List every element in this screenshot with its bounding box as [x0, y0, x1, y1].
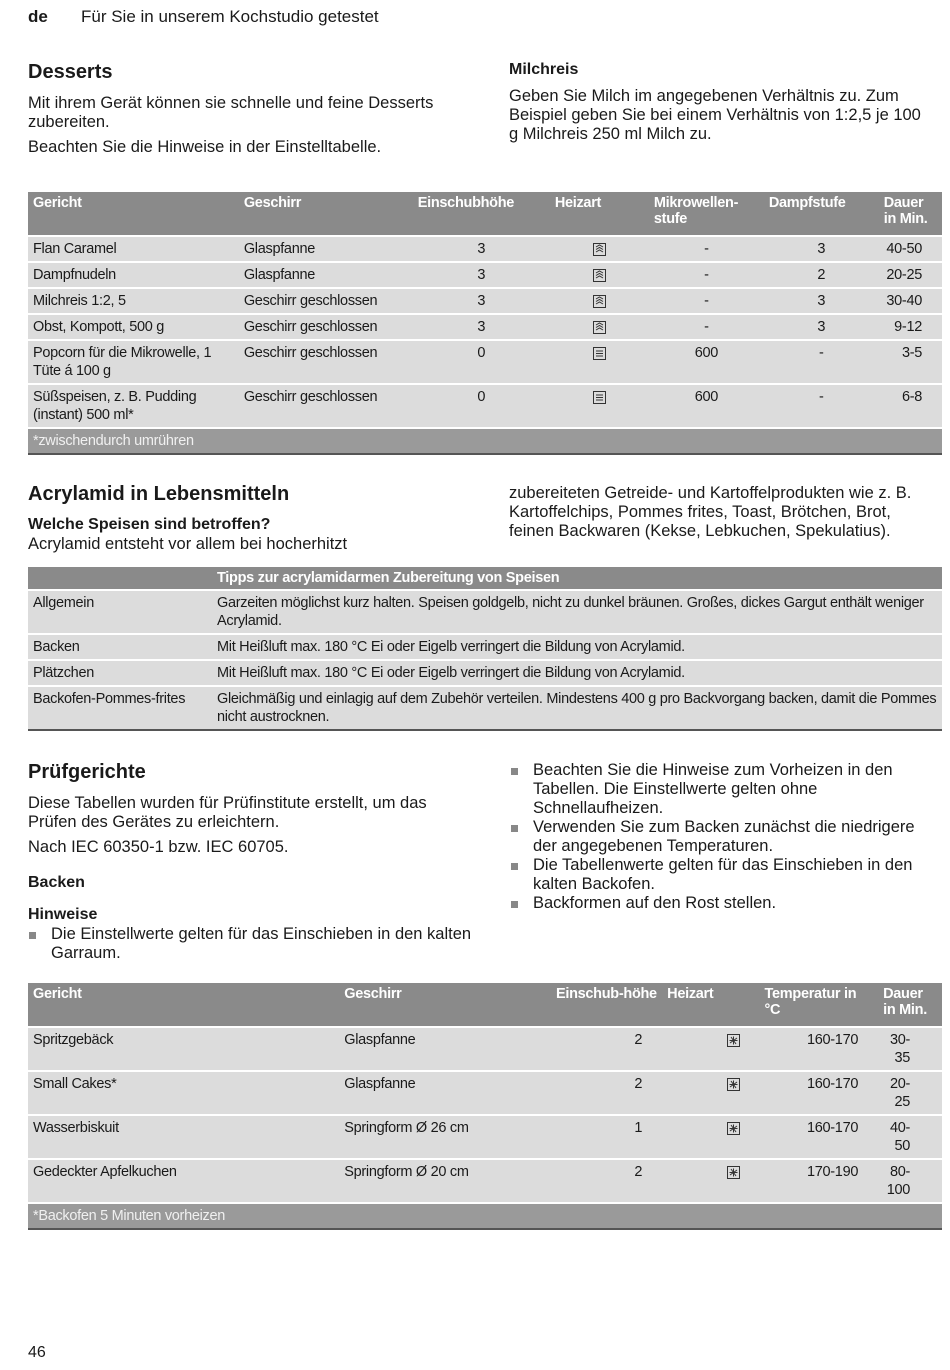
cell-dampfstufe: - [764, 384, 879, 428]
cell-dauer: 20-25 [878, 1071, 942, 1115]
col-header-einschubhoehe: Einschub-höhe [551, 983, 662, 1027]
acrylamid-subtitle: Welche Speisen sind betroffen? [28, 516, 271, 533]
col-header-dauer: Dauer in Min. [879, 192, 942, 236]
col-header-geschirr: Geschirr [339, 983, 551, 1027]
col-header-dauer: Dauer in Min. [878, 983, 942, 1027]
cell-tip: Mit Heißluft max. 180 °C Ei oder Eigelb verringert die Bildung von Acrylamid. [212, 660, 942, 686]
cell-heizart [550, 236, 649, 262]
cell-tip: Gleichmäßig und einlagig auf dem Zubehör verteilen. Mindestens 400 g pro Backvorgang backen, damit die Pommes nicht austrocknen. [212, 686, 942, 730]
cell-mikrowelle: - [649, 288, 764, 314]
steam-icon [593, 295, 606, 308]
table-row [28, 590, 942, 634]
cell-temperatur: 160-170 [760, 1027, 879, 1071]
cell-category: Backofen-Pommes-frites [28, 686, 212, 730]
list-item: Beachten Sie die Hinweise zum Vorheizen in den Tabellen. Die Einstellwerte gelten ohne Schnellaufheizen. [509, 761, 941, 818]
steam-icon [593, 243, 606, 256]
cell-heizart [550, 288, 649, 314]
cell-mikrowelle: - [649, 262, 764, 288]
cell-einschub: 2 [551, 1027, 662, 1071]
cell-dauer: 6-8 [879, 384, 942, 428]
col-header-geschirr: Geschirr [239, 192, 413, 236]
cell-heizart [662, 1027, 759, 1071]
steam-icon [593, 321, 606, 334]
cell-temperatur: 160-170 [760, 1115, 879, 1159]
list-item: Verwenden Sie zum Backen zunächst die niedrigere der angegebenen Temperaturen. [509, 818, 941, 856]
list-item: Die Tabellenwerte gelten für das Einschieben in den kalten Backofen. [509, 856, 941, 894]
microwave-icon [593, 391, 606, 404]
backen-heading: Backen [28, 874, 85, 891]
cell-heizart [550, 340, 649, 384]
cell-tip: Garzeiten möglichst kurz halten. Speisen goldgelb, nicht zu dunkel bräunen. Großes, dickes Gargut enthält weniger Acrylamid. [212, 590, 942, 634]
hinweise-heading: Hinweise [28, 906, 98, 923]
cell-geschirr: Springform Ø 26 cm [339, 1115, 551, 1159]
cell-heizart [550, 314, 649, 340]
cell-heizart [662, 1115, 759, 1159]
pruefgerichte-norm: Nach IEC 60350-1 bzw. IEC 60705. [28, 838, 289, 856]
cell-geschirr: Geschirr geschlossen [239, 340, 413, 384]
cell-gericht: Popcorn für die Mikrowelle, 1 Tüte á 100 g [28, 340, 239, 384]
cell-dampfstufe: 2 [764, 262, 879, 288]
col-header-heizart: Heizart [550, 192, 649, 236]
cell-dauer: 40-50 [878, 1115, 942, 1159]
cell-einschub: 2 [551, 1071, 662, 1115]
cell-heizart [550, 262, 649, 288]
microwave-icon [593, 347, 606, 360]
table-row [28, 634, 942, 660]
cell-einschub: 0 [413, 384, 550, 428]
col-header-tipps: Tipps zur acrylamidarmen Zubereitung von Speisen [212, 567, 942, 590]
backen-test-table [28, 983, 942, 1230]
col-header-mikrowellenstufe: Mikrowellen-stufe [649, 192, 764, 236]
cell-einschub: 3 [413, 288, 550, 314]
cell-dampfstufe: 3 [764, 288, 879, 314]
cell-temperatur: 160-170 [760, 1071, 879, 1115]
header-title: Für Sie in unserem Kochstudio getestet [81, 7, 379, 26]
cell-geschirr: Glaspfanne [339, 1027, 551, 1071]
cell-mikrowelle: 600 [649, 384, 764, 428]
cell-gericht: Süßspeisen, z. B. Pudding (instant) 500 ml* [28, 384, 239, 428]
cell-einschub: 3 [413, 314, 550, 340]
col-header-heizart: Heizart [662, 983, 759, 1027]
table-row [28, 1115, 942, 1159]
footnote: *zwischendurch umrühren [28, 428, 942, 454]
col-header-gericht: Gericht [28, 983, 339, 1027]
cell-heizart [662, 1159, 759, 1203]
list-item: Die Einstellwerte gelten für das Einschieben in den kalten Garraum. [27, 925, 472, 963]
col-header-einschubhoehe: Einschubhöhe [413, 192, 550, 236]
table-row [28, 340, 942, 384]
cell-geschirr: Glaspfanne [239, 262, 413, 288]
col-header-gericht: Gericht [28, 192, 239, 236]
cell-geschirr: Geschirr geschlossen [239, 314, 413, 340]
table-row [28, 686, 942, 730]
cell-mikrowelle: - [649, 236, 764, 262]
cell-einschub: 3 [413, 236, 550, 262]
table-row [28, 262, 942, 288]
cell-dauer: 3-5 [879, 340, 942, 384]
cell-einschub: 1 [551, 1115, 662, 1159]
cell-einschub: 3 [413, 262, 550, 288]
list-item: Backformen auf den Rost stellen. [509, 894, 941, 913]
cell-heizart [662, 1071, 759, 1115]
cell-gericht: Spritzgebäck [28, 1027, 339, 1071]
cell-gericht: Dampfnudeln [28, 262, 239, 288]
hinweise-list-left [27, 925, 472, 963]
footnote: *Backofen 5 Minuten vorheizen [28, 1203, 942, 1229]
cell-dampfstufe: 3 [764, 236, 879, 262]
table-row [28, 288, 942, 314]
table-row [28, 660, 942, 686]
acrylamid-text-right: zubereiteten Getreide- und Kartoffelprodukten wie z. B. Kartoffelchips, Pommes frites, Toast, Brötchen, Brot, feinen Backwaren (Kekse, Lebkuchen, Spekulatius). [509, 484, 912, 540]
table-footnote-row [28, 428, 942, 454]
cell-einschub: 0 [413, 340, 550, 384]
fan-icon [727, 1078, 740, 1091]
acrylamid-text-left: Acrylamid entsteht vor allem bei hocherhitzt [28, 535, 348, 553]
desserts-intro: Mit ihrem Gerät können sie schnelle und feine Desserts zubereiten. [28, 94, 434, 131]
language-code: de [28, 7, 48, 26]
cell-einschub: 2 [551, 1159, 662, 1203]
cell-dauer: 30-35 [878, 1027, 942, 1071]
cell-dauer: 9-12 [879, 314, 942, 340]
milchreis-title: Milchreis [509, 61, 579, 78]
cell-category: Plätzchen [28, 660, 212, 686]
steam-icon [593, 269, 606, 282]
cell-geschirr: Springform Ø 20 cm [339, 1159, 551, 1203]
table-row [28, 1027, 942, 1071]
table-row [28, 314, 942, 340]
cell-dauer: 30-40 [879, 288, 942, 314]
cell-mikrowelle: 600 [649, 340, 764, 384]
table-row [28, 236, 942, 262]
table-row [28, 1159, 942, 1203]
table-row [28, 1071, 942, 1115]
fan-icon [727, 1166, 740, 1179]
cell-dauer: 20-25 [879, 262, 942, 288]
cell-dampfstufe: - [764, 340, 879, 384]
cell-geschirr: Glaspfanne [239, 236, 413, 262]
fan-icon [727, 1034, 740, 1047]
cell-dauer: 80-100 [878, 1159, 942, 1203]
cell-geschirr: Geschirr geschlossen [239, 384, 413, 428]
cell-geschirr: Geschirr geschlossen [239, 288, 413, 314]
cell-gericht: Flan Caramel [28, 236, 239, 262]
milchreis-text: Geben Sie Milch im angegebenen Verhältnis zu. Zum Beispiel geben Sie bei einem Verhältnis von 1:2,5 je 100 g Milchreis 250 ml Milch zu. [509, 87, 921, 143]
cell-category: Allgemein [28, 590, 212, 634]
cell-gericht: Milchreis 1:2, 5 [28, 288, 239, 314]
dessert-settings-table [28, 192, 942, 455]
pruefgerichte-title: Prüfgerichte [28, 761, 146, 783]
cell-temperatur: 170-190 [760, 1159, 879, 1203]
pruefgerichte-intro: Diese Tabellen wurden für Prüfinstitute erstellt, um das Prüfen des Gerätes zu erleichtern. [28, 794, 427, 831]
table-row [28, 384, 942, 428]
desserts-title: Desserts [28, 61, 113, 83]
cell-gericht: Obst, Kompott, 500 g [28, 314, 239, 340]
col-header-empty [28, 567, 212, 590]
col-header-dampfstufe: Dampfstufe [764, 192, 879, 236]
table-footnote-row [28, 1203, 942, 1229]
cell-category: Backen [28, 634, 212, 660]
cell-geschirr: Glaspfanne [339, 1071, 551, 1115]
cell-dauer: 40-50 [879, 236, 942, 262]
cell-gericht: Wasserbiskuit [28, 1115, 339, 1159]
cell-tip: Mit Heißluft max. 180 °C Ei oder Eigelb verringert die Bildung von Acrylamid. [212, 634, 942, 660]
desserts-note: Beachten Sie die Hinweise in der Einstelltabelle. [28, 138, 382, 156]
page-number: 46 [28, 1344, 46, 1361]
cell-mikrowelle: - [649, 314, 764, 340]
cell-gericht: Gedeckter Apfelkuchen [28, 1159, 339, 1203]
cell-dampfstufe: 3 [764, 314, 879, 340]
fan-icon [727, 1122, 740, 1135]
hinweise-list-right [509, 761, 941, 913]
cell-heizart [550, 384, 649, 428]
acrylamid-title: Acrylamid in Lebensmitteln [28, 483, 290, 505]
cell-gericht: Small Cakes* [28, 1071, 339, 1115]
col-header-temperatur: Temperatur in °C [760, 983, 879, 1027]
acrylamid-tips-table [28, 567, 942, 731]
